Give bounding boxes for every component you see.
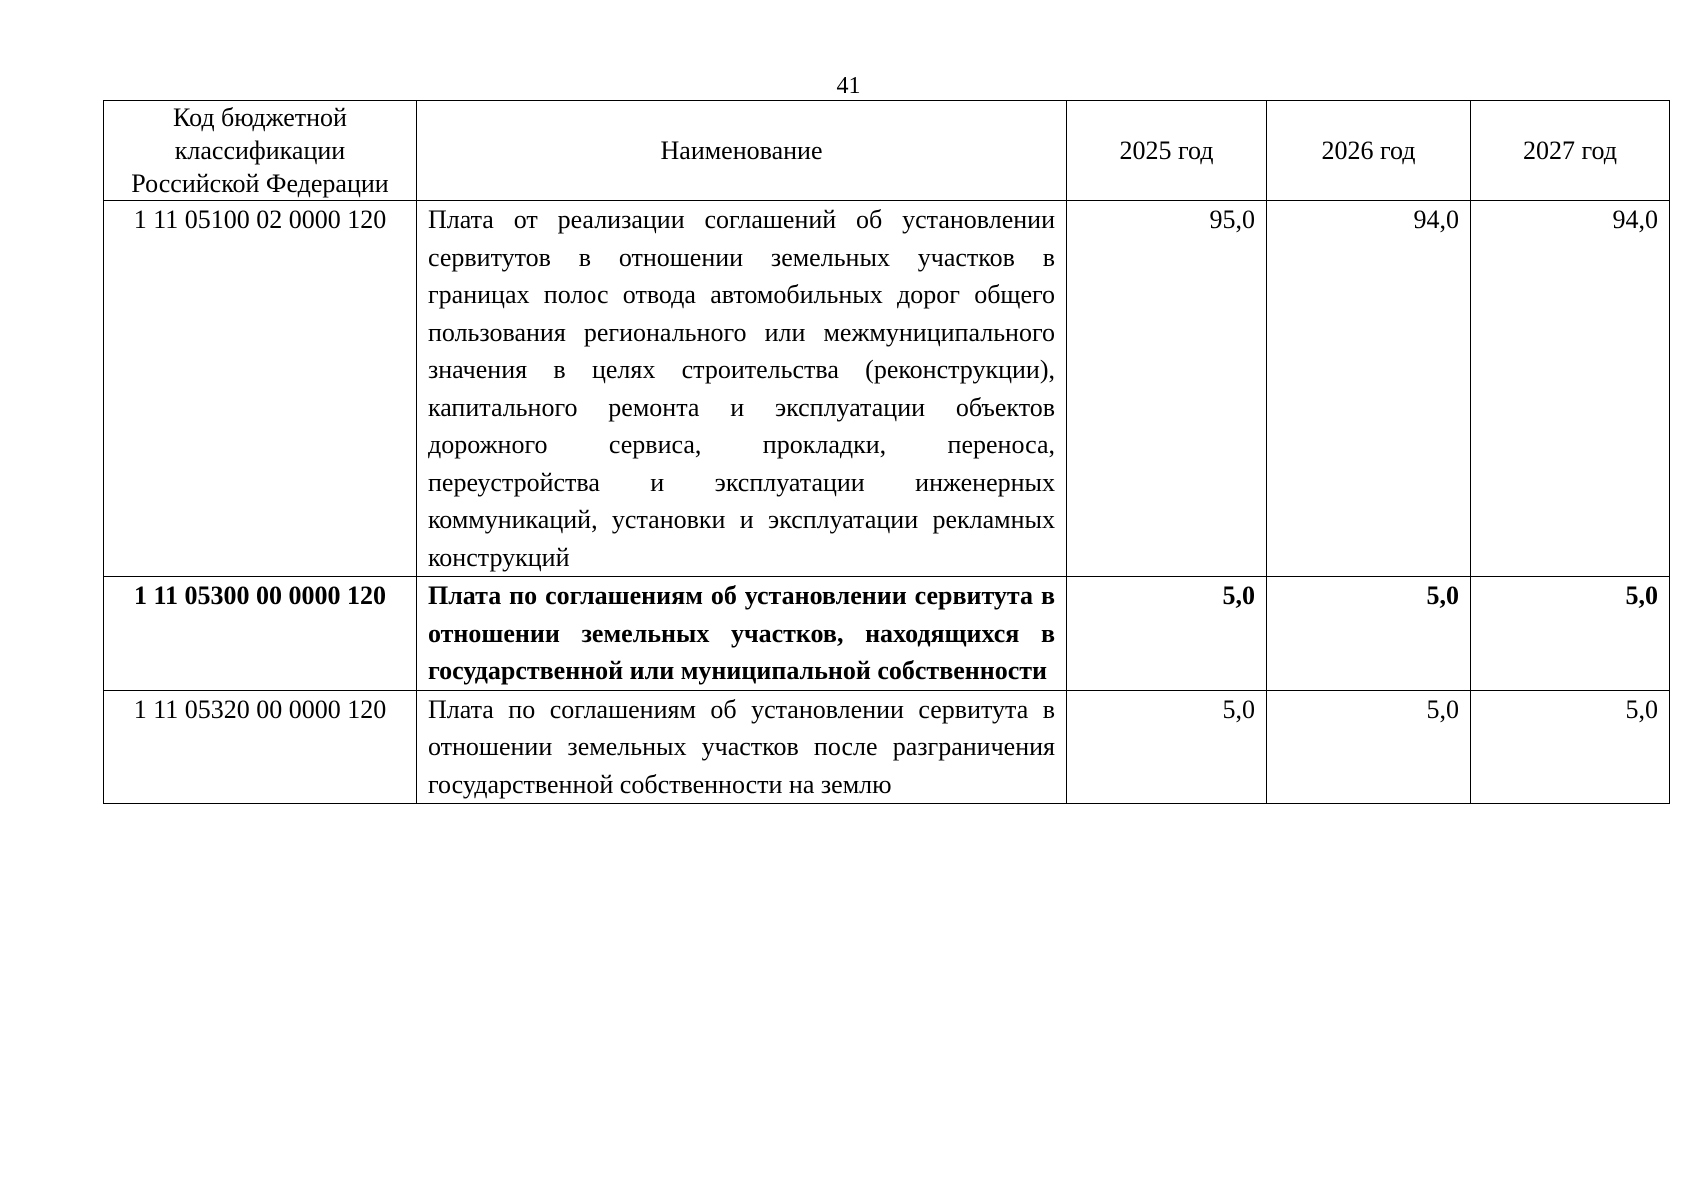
- table-row: [104, 577, 1670, 691]
- page-number: 41: [836, 73, 861, 99]
- budget-revenue-table: [103, 100, 1670, 804]
- row-code: 1 11 05320 00 0000 120: [104, 690, 417, 804]
- row-value-2026: 5,0: [1267, 690, 1471, 804]
- header-2027: 2027 год: [1471, 101, 1670, 201]
- row-code: 1 11 05100 02 0000 120: [104, 201, 417, 577]
- row-value-2025: 5,0: [1067, 577, 1267, 691]
- row-value-2025: 5,0: [1067, 690, 1267, 804]
- row-name: Плата от реализации соглашений об установлении сервитутов в отношении земельных участков в границах полос отвода автомобильных дорог общего пользования регионального или межмуниципального значения в целях строительства (реконструкции), капитального ремонта и эксплуатации объектов дорожного сервиса, прокладки, переноса, переустройства и эксплуатации инженерных коммуникаций, установки и эксплуатации рекламных конструкций: [417, 201, 1067, 577]
- row-value-2026: 94,0: [1267, 201, 1471, 577]
- header-2026: 2026 год: [1267, 101, 1471, 201]
- table-header-row: [104, 101, 1670, 201]
- table-row: [104, 201, 1670, 577]
- row-value-2027: 94,0: [1471, 201, 1670, 577]
- row-value-2025: 95,0: [1067, 201, 1267, 577]
- header-2025: 2025 год: [1067, 101, 1267, 201]
- row-name: Плата по соглашениям об установлении сервитута в отношении земельных участков после разграничения государственной собственности на землю: [417, 690, 1067, 804]
- header-code: Код бюджетной классификации Российской Федерации: [104, 101, 417, 201]
- row-value-2027: 5,0: [1471, 577, 1670, 691]
- header-name: Наименование: [417, 101, 1067, 201]
- row-code: 1 11 05300 00 0000 120: [104, 577, 417, 691]
- table-row: [104, 690, 1670, 804]
- row-name: Плата по соглашениям об установлении сервитута в отношении земельных участков, находящихся в государственной или муниципальной собственности: [417, 577, 1067, 691]
- row-value-2027: 5,0: [1471, 690, 1670, 804]
- row-value-2026: 5,0: [1267, 577, 1471, 691]
